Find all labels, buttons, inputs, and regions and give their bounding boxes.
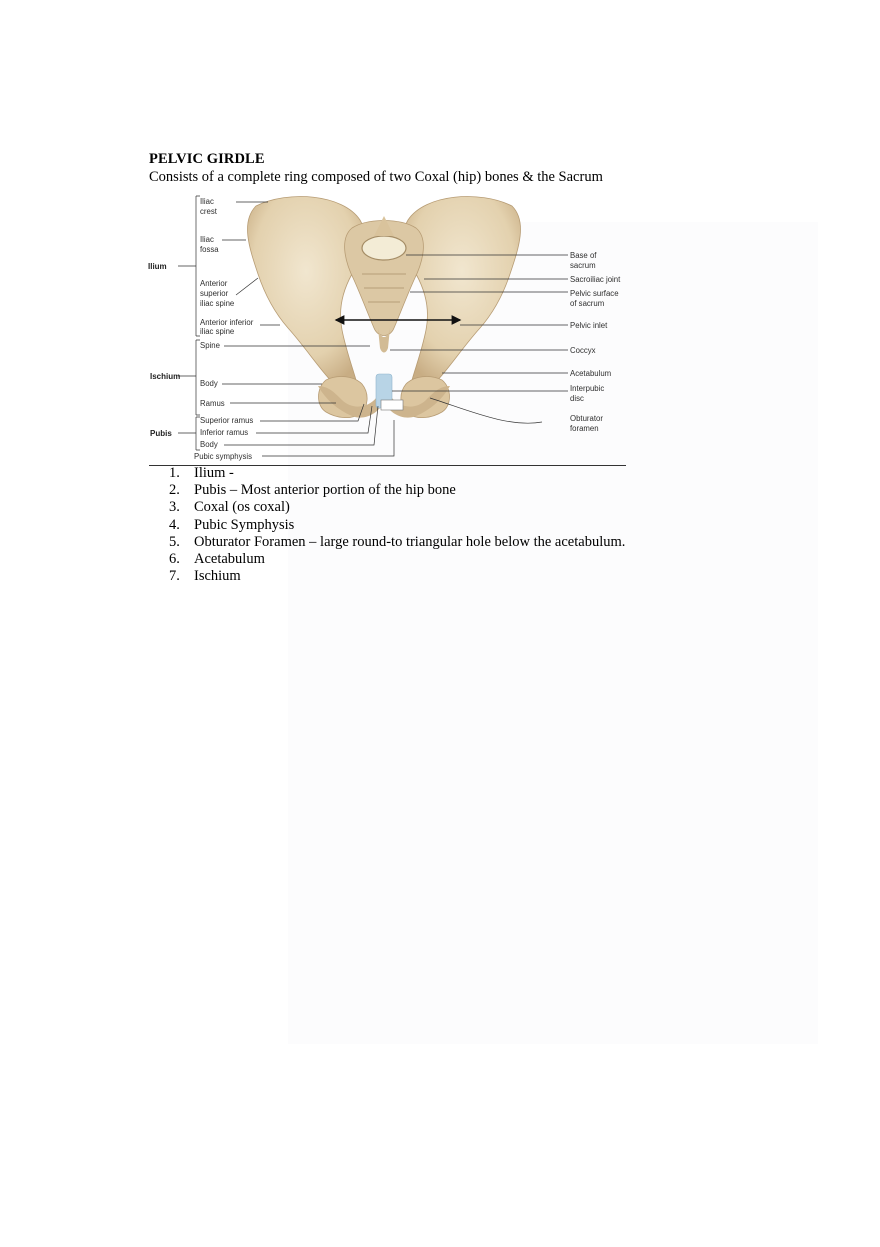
list-text: Ischium xyxy=(194,568,241,585)
label-pelvic-surface-2: of sacrum xyxy=(570,299,605,308)
list-number: 3. xyxy=(169,499,180,516)
label-asis-1: Anterior xyxy=(200,279,228,288)
label-iliac-fossa-1: Iliac xyxy=(200,235,214,244)
label-superior-ramus: Superior ramus xyxy=(200,416,254,425)
list-item xyxy=(149,482,625,499)
label-aiis-1: Anterior inferior xyxy=(200,318,254,327)
label-asis-3: iliac spine xyxy=(200,299,235,308)
list-text: Ilium - xyxy=(194,465,234,481)
label-inferior-ramus: Inferior ramus xyxy=(200,428,249,437)
list-number: 7. xyxy=(169,568,180,585)
list-text: Pubic Symphysis xyxy=(194,516,295,533)
label-pubic-symphysis: Pubic symphysis xyxy=(194,452,253,461)
page-title: PELVIC GIRDLE xyxy=(149,151,265,167)
list-number: 6. xyxy=(169,551,180,568)
list-number: 1. xyxy=(169,465,180,481)
sacrum xyxy=(345,216,424,353)
numbered-list xyxy=(149,465,625,585)
label-pubis-body: Body xyxy=(200,440,218,449)
list-item xyxy=(149,534,625,551)
list-text: Acetabulum xyxy=(194,551,265,568)
label-iliac-fossa-2: fossa xyxy=(200,245,219,254)
list-item xyxy=(149,551,625,568)
label-ramus: Ramus xyxy=(200,399,225,408)
list-text: Pubis – Most anterior portion of the hip bone xyxy=(194,482,456,499)
list-number: 5. xyxy=(169,533,180,550)
base-of-sacrum-surface xyxy=(362,236,406,260)
list-item xyxy=(149,568,625,585)
label-spine: Spine xyxy=(200,341,220,350)
list-number: 4. xyxy=(169,516,180,533)
label-coccyx: Coccyx xyxy=(570,346,596,355)
list-item xyxy=(149,499,625,516)
label-iliac-crest-2: crest xyxy=(200,207,217,216)
pelvis-illustration xyxy=(138,188,630,468)
list-item xyxy=(149,517,625,534)
label-aiis-2: iliac spine xyxy=(200,327,235,336)
list-text: Coxal (os coxal) xyxy=(194,499,290,516)
label-pelvic-surface-1: Pelvic surface xyxy=(570,289,619,298)
label-sacroiliac-joint: Sacroiliac joint xyxy=(570,275,621,284)
list-text: Obturator Foramen – large round-to triangular hole below the acetabulum. xyxy=(194,533,626,550)
label-obturator-foramen-1: Obturator xyxy=(570,414,603,423)
label-ischium-body: Body xyxy=(200,379,218,388)
label-interpubic-disc-1: Interpubic xyxy=(570,384,605,393)
pelvic-girdle-figure xyxy=(138,188,630,468)
label-obturator-foramen-2: foramen xyxy=(570,424,599,433)
label-base-of-sacrum-2: sacrum xyxy=(570,261,596,270)
group-label-ischium: Ischium xyxy=(150,372,181,381)
label-base-of-sacrum-1: Base of xyxy=(570,251,597,260)
group-label-pubis: Pubis xyxy=(150,429,172,438)
label-interpubic-disc-2: disc xyxy=(570,394,584,403)
label-pelvic-inlet: Pelvic inlet xyxy=(570,321,608,330)
label-asis-2: superior xyxy=(200,289,229,298)
list-number: 2. xyxy=(169,482,180,499)
group-label-ilium: Ilium xyxy=(148,262,167,271)
label-iliac-crest-1: Iliac xyxy=(200,197,214,206)
label-acetabulum: Acetabulum xyxy=(570,369,612,378)
page-subtitle: Consists of a complete ring composed of two Coxal (hip) bones & the Sacrum xyxy=(149,169,603,185)
list-item xyxy=(149,465,625,482)
